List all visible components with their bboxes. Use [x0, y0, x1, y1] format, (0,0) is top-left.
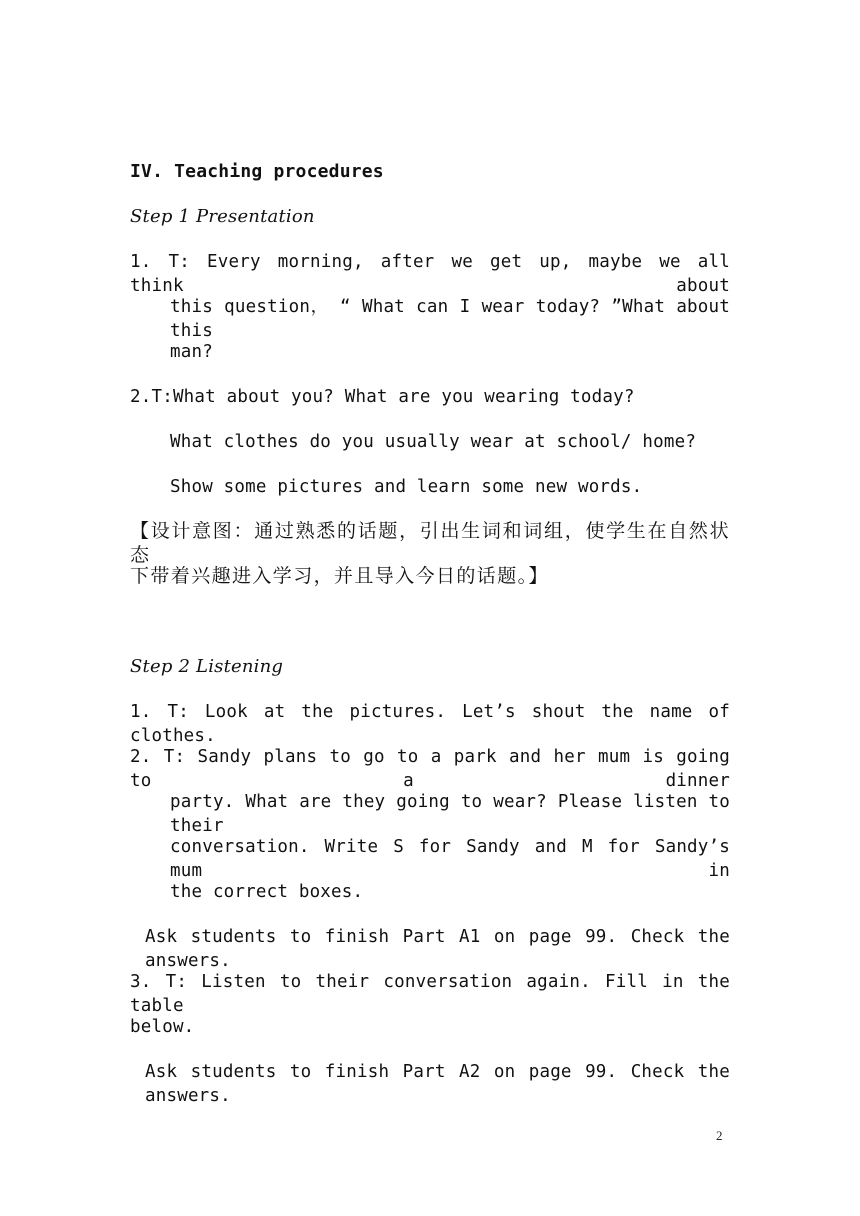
step2-item3-line2: below. — [130, 1017, 195, 1037]
step2-ask2: Ask students to finish Part A2 on page 99. Check the answers. — [145, 1062, 730, 1106]
section-title: IV. Teaching procedures — [130, 161, 384, 182]
step1-heading: Step 1 Presentation — [130, 206, 315, 227]
step1-item2-line1: 2.T:What about you? What are you wearing today? — [130, 387, 635, 407]
step1-item1-line3: man? — [170, 342, 213, 362]
step1-item2-line2: What clothes do you usually wear at school/ home? — [170, 432, 697, 452]
step2-ask1: Ask students to finish Part A1 on page 99. Check the answers. — [145, 927, 730, 971]
step2-item2-line4: the correct boxes. — [170, 882, 364, 902]
step2-item1: 1. T: Look at the pictures. Let’s shout the name of clothes. — [130, 702, 730, 746]
step1-item2-line3: Show some pictures and learn some new words. — [170, 477, 643, 497]
step2-item2-line1: 2. T: Sandy plans to go to a park and her mum is going to a dinner — [130, 747, 730, 791]
page-number: 2 — [716, 1128, 723, 1143]
step2-item2-line3: conversation. Write S for Sandy and M for Sandy’s mum in — [170, 837, 730, 881]
design-note-line2: 下带着兴趣进入学习，并且导入今日的话题。】 — [130, 565, 549, 587]
step2-heading: Step 2 Listening — [130, 656, 284, 677]
step2-item3-line1: 3. T: Listen to their conversation again. Fill in the table — [130, 972, 730, 1016]
design-note-line1: 【设计意图：通过熟悉的话题，引出生词和词组，使学生在自然状态 — [130, 520, 730, 566]
step1-item1-line2: this question， “ What can I wear today? ”What about this — [170, 297, 730, 341]
step1-item1-line1: 1. T: Every morning, after we get up, maybe we all think about — [130, 252, 730, 296]
step2-item2-line2: party. What are they going to wear? Please listen to their — [170, 792, 730, 836]
